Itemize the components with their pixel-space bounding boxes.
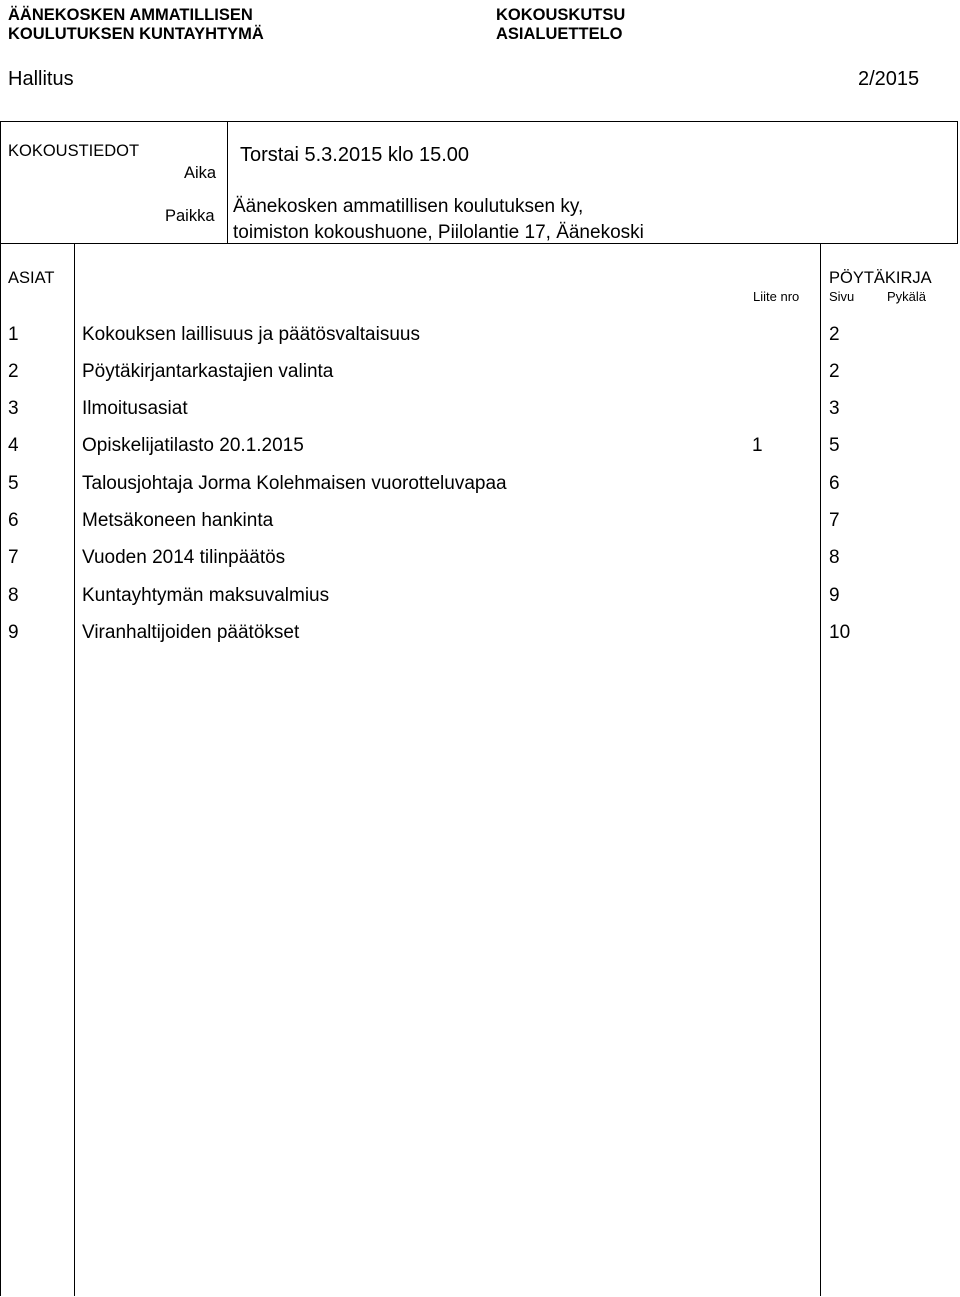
- agenda-item: [0, 510, 958, 536]
- frame-left-line: [0, 121, 1, 1296]
- item-title: Kuntayhtymän maksuvalmius: [82, 585, 330, 606]
- document-type-line1: KOKOUSKUTSU: [496, 6, 626, 24]
- minutes-header: PÖYTÄKIRJA: [829, 269, 932, 287]
- document-type-line2: ASIALUETTELO: [496, 25, 623, 43]
- place-label: Paikka: [165, 207, 215, 225]
- organization-name-line1: ÄÄNEKOSKEN AMMATILLISEN: [8, 6, 253, 24]
- item-number: 7: [8, 547, 19, 568]
- item-title: Talousjohtaja Jorma Kolehmaisen vuorotteluvapaa: [82, 473, 507, 494]
- item-title: Ilmoitusasiat: [82, 398, 188, 419]
- item-number: 4: [8, 435, 19, 456]
- item-page-number: 2: [829, 324, 840, 345]
- item-number: 5: [8, 473, 19, 494]
- place-line1: Äänekosken ammatillisen koulutuksen ky,: [233, 196, 584, 217]
- meeting-body: Hallitus: [8, 68, 74, 90]
- meeting-number: 2/2015: [858, 68, 920, 90]
- item-title: Metsäkoneen hankinta: [82, 510, 274, 531]
- item-title: Opiskelijatilasto 20.1.2015: [82, 435, 304, 456]
- organization-name-line2: KOULUTUKSEN KUNTAYHTYMÄ: [8, 25, 264, 43]
- time-value: Torstai 5.3.2015 klo 15.00: [240, 144, 470, 166]
- item-page-number: 9: [829, 585, 840, 606]
- agenda-item: [0, 324, 958, 350]
- page-header: Sivu: [829, 289, 855, 304]
- time-label: Aika: [184, 164, 217, 182]
- item-title: Vuoden 2014 tilinpäätös: [82, 547, 286, 568]
- item-page-number: 5: [829, 435, 840, 456]
- item-number: 9: [8, 622, 19, 643]
- place-line2: toimiston kokoushuone, Piilolantie 17, Äänekoski: [233, 222, 644, 243]
- agenda-label: ASIAT: [8, 269, 55, 287]
- item-page-number: 7: [829, 510, 840, 531]
- item-number: 2: [8, 361, 19, 382]
- item-page-number: 10: [829, 622, 851, 643]
- section-header: Pykälä: [887, 289, 927, 304]
- item-attachment-number: 1: [752, 435, 763, 456]
- item-number: 6: [8, 510, 19, 531]
- item-title: Kokouksen laillisuus ja päätösvaltaisuus: [82, 324, 420, 345]
- agenda-item: [0, 398, 958, 424]
- agenda-item: [0, 361, 958, 387]
- meeting-info-divider: [227, 121, 228, 243]
- item-title: Pöytäkirjantarkastajien valinta: [82, 361, 334, 382]
- item-page-number: 6: [829, 473, 840, 494]
- item-page-number: 8: [829, 547, 840, 568]
- agenda-item: [0, 585, 958, 611]
- agenda-item: [0, 547, 958, 573]
- meeting-info-label: KOKOUSTIEDOT: [8, 142, 140, 160]
- frame-right-line: [957, 121, 958, 243]
- item-number: 8: [8, 585, 19, 606]
- frame-top-line: [0, 121, 958, 122]
- agenda-item: [0, 622, 958, 648]
- item-number: 1: [8, 324, 19, 345]
- attachment-number-header: Liite nro: [753, 289, 800, 304]
- item-page-number: 2: [829, 361, 840, 382]
- agenda-item: [0, 435, 958, 461]
- item-title: Viranhaltijoiden päätökset: [82, 622, 300, 643]
- item-number: 3: [8, 398, 19, 419]
- item-page-number: 3: [829, 398, 840, 419]
- agenda-item: [0, 473, 958, 499]
